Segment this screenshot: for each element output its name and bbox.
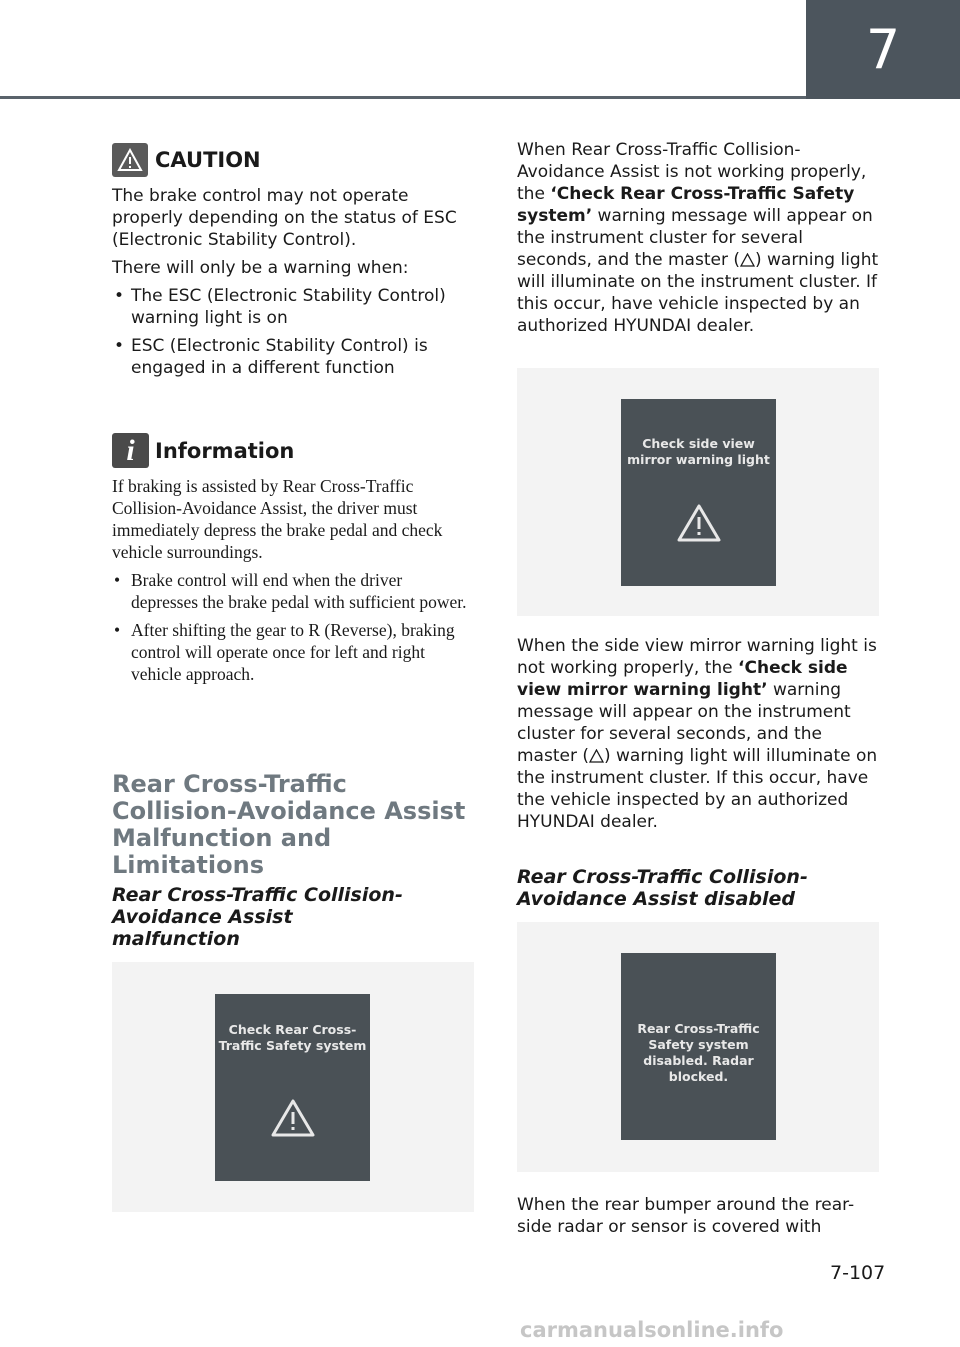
header-rule xyxy=(0,96,806,99)
information-body xyxy=(112,475,467,691)
section-title: Rear Cross-Traffic Collision-Avoidance Assist Malfunction and Limitations xyxy=(112,770,466,879)
chapter-tab: 7 xyxy=(806,0,960,99)
caution-icon xyxy=(112,143,148,177)
caution-heading xyxy=(112,143,472,177)
figure-disabled xyxy=(517,922,879,1172)
cluster-message: Check side view mirror warning light xyxy=(627,436,770,467)
page-number: 7-107 xyxy=(830,1262,886,1284)
cluster-screen xyxy=(215,994,370,1181)
caution-title: CAUTION xyxy=(155,148,261,172)
message-name: ‘Check side view mirror warning light’ xyxy=(517,658,848,700)
cluster-screen xyxy=(621,399,776,586)
watermark: carmanualsonline.info xyxy=(520,1318,784,1342)
subsection-disabled xyxy=(517,866,879,910)
information-heading xyxy=(112,433,472,468)
information-bullet: • After shifting the gear to R (Reverse), braking control will operate once for left and right vehicle approach. xyxy=(112,619,467,685)
figure-side-mirror xyxy=(517,368,879,616)
section-heading xyxy=(112,771,472,879)
master-warning-icon xyxy=(589,749,604,763)
information-title: Information xyxy=(155,438,295,463)
master-warning-icon xyxy=(740,253,755,267)
cluster-screen xyxy=(621,953,776,1140)
subsection-malfunction xyxy=(112,884,412,950)
info-icon: i xyxy=(112,433,149,468)
subsection-malfunction-title: Rear Cross-Traffic Collision-Avoidance Assist malfunction xyxy=(112,884,403,950)
cluster-message: Rear Cross-Traffic Safety system disabled. Radar blocked. xyxy=(637,1021,760,1084)
right-paragraph-3: When the rear bumper around the rear-side radar or sensor is covered with xyxy=(517,1195,855,1237)
subsection-disabled-title: Rear Cross-Traffic Collision-Avoidance Assist disabled xyxy=(517,866,808,910)
caution-bullet: • The ESC (Electronic Stability Control) warning light is on xyxy=(112,285,472,329)
cluster-message: Check Rear Cross-Traffic Safety system xyxy=(218,1022,367,1053)
caution-body xyxy=(112,185,472,385)
information-bullet: • Brake control will end when the driver depresses the brake pedal with sufficient power. xyxy=(112,569,467,613)
right-paragraph-2: When the side view mirror warning light is not working properly, the ‘Check side view mirror warning light’ warning message will appear on the instrument cluster for several seconds, and the master ( ) warning light will illuminate on the instrument cluster. If this occur, have the vehicle inspected by an authorized HYUNDAI dealer. xyxy=(517,636,878,832)
information-paragraph: If braking is assisted by Rear Cross-Traffic Collision-Avoidance Assist, the driver must immediately depress the brake pedal and check vehicle surroundings. xyxy=(112,476,443,562)
warning-triangle-icon xyxy=(676,503,722,543)
message-name: ‘Check Rear Cross-Traffic Safety system’ xyxy=(517,184,855,226)
caution-paragraph-2: There will only be a warning when: xyxy=(112,258,409,278)
figure-malfunction xyxy=(112,962,474,1212)
caution-bullet: • ESC (Electronic Stability Control) is engaged in a different function xyxy=(112,335,472,379)
right-paragraph-1: When Rear Cross-Traffic Collision-Avoidance Assist is not working properly, the ‘Check Rear Cross-Traffic Safety system’ warning message will appear on the instrument cluster for several seconds, and the master ( ) warning light will illuminate on the instrument cluster. If this occur, have vehicle inspected by an authorized HYUNDAI dealer. xyxy=(517,140,879,336)
warning-triangle-icon xyxy=(270,1098,316,1138)
caution-paragraph-1: The brake control may not operate properly depending on the status of ESC (Electronic Stability Control). xyxy=(112,186,457,250)
